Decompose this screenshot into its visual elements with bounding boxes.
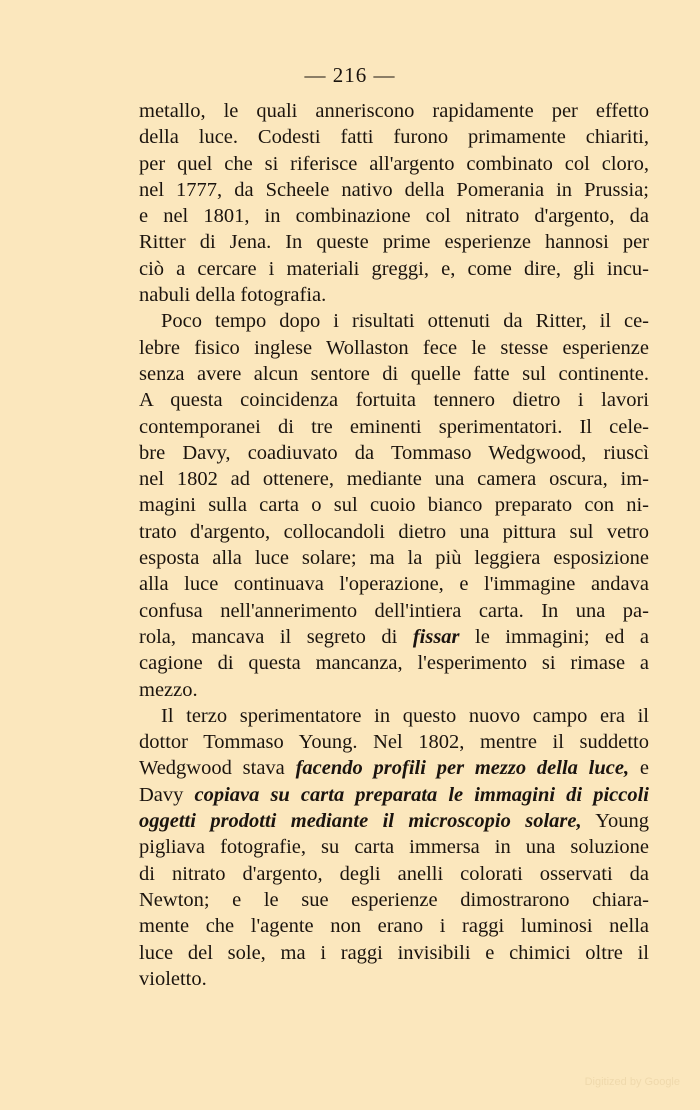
text-line: violetto. — [139, 967, 207, 990]
text-line: confusa nell'annerimento dell'intiera carta. In una pa- — [139, 599, 649, 622]
text-line: Poco tempo dopo i risultati ottenuti da Ritter, il ce- — [161, 310, 649, 333]
text-line: esposta alla luce solare; ma la più leggiera esposizione — [139, 547, 649, 570]
text-line: Newton; e le sue esperienze dimostrarono chiara- — [139, 888, 649, 911]
emphasized-phrase: fissar — [412, 625, 460, 648]
text-line: alla luce continuava l'operazione, e l'immagine andava — [139, 573, 649, 596]
text-line: mente che l'agente non erano i raggi luminosi nella — [139, 915, 649, 938]
text-line: della luce. Codesti fatti furono primamente chiariti, — [139, 126, 649, 149]
text-line: senza avere alcun sentore di quelle fatte sul continente. — [139, 362, 649, 385]
text-line: nel 1777, da Scheele nativo della Pomerania in Prussia; — [139, 178, 649, 201]
text-line: dottor Tommaso Young. Nel 1802, mentre il suddetto — [139, 731, 649, 754]
text-line: pigliava fotografie, su carta immersa in una soluzione — [139, 836, 649, 859]
text-line: nabuli della fotografia. — [139, 284, 327, 307]
text-line: bre Davy, coadiuvato da Tommaso Wedgwood, riuscì — [139, 441, 649, 464]
paragraph-3 — [139, 703, 649, 992]
text-line: contemporanei di tre eminenti sperimentatori. Il cele- — [139, 415, 649, 438]
text-line: ciò a cercare i materiali greggi, e, come dire, gli incu- — [139, 257, 649, 280]
text-line-with-emphasis: oggetti prodotti mediante il microscopio solare, Young — [139, 810, 649, 833]
text-line: luce del sole, ma i raggi invisibili e chimici oltre il — [139, 941, 649, 964]
text-line: trato d'argento, collocandoli dietro una pittura sul vetro — [139, 520, 649, 543]
emphasized-phrase: oggetti prodotti mediante il microscopio solare, — [139, 810, 582, 833]
page-number: — 216 — — [304, 63, 396, 87]
text-line: magini sulla carta o sul cuoio bianco preparato con ni- — [139, 494, 649, 517]
text-line: di nitrato d'argento, degli anelli colorati osservati da — [139, 862, 649, 885]
text-line: Il terzo sperimentatore in questo nuovo campo era il — [161, 704, 649, 727]
emphasized-phrase: facendo profili per mezzo della luce, — [295, 757, 630, 780]
text-line: metallo, le quali anneriscono rapidamente per effetto — [139, 100, 649, 122]
text-line: A questa coincidenza fortuita tennero dietro i lavori — [139, 389, 649, 412]
text-line: Ritter di Jena. In queste prime esperienze hannosi per — [139, 231, 649, 254]
text-line: lebre fisico inglese Wollaston fece le stesse esperienze — [139, 336, 649, 359]
paragraph-1 — [139, 98, 649, 308]
text-line: cagione di questa mancanza, l'esperimento si rimase a — [139, 652, 649, 675]
digitizer-watermark: Digitized by Google — [584, 1076, 680, 1088]
text-line-with-emphasis: Davy copiava su carta preparata le immagini di piccoli — [139, 783, 649, 806]
text-line: per quel che si riferisce all'argento combinato col cloro, — [139, 152, 649, 175]
text-line: e nel 1801, in combinazione col nitrato d'argento, da — [139, 205, 649, 228]
text-line-with-emphasis: rola, mancava il segreto di fissar le immagini; ed a — [139, 625, 649, 648]
text-line: nel 1802 ad ottenere, mediante una camera oscura, im- — [139, 468, 649, 491]
text-line: mezzo. — [139, 678, 198, 701]
body-text — [139, 98, 649, 992]
text-line-with-emphasis: Wedgwood stava facendo profili per mezzo della luce, e — [139, 757, 650, 780]
emphasized-phrase: copiava su carta preparata le immagini di piccoli — [194, 783, 649, 806]
paragraph-2 — [139, 308, 649, 702]
